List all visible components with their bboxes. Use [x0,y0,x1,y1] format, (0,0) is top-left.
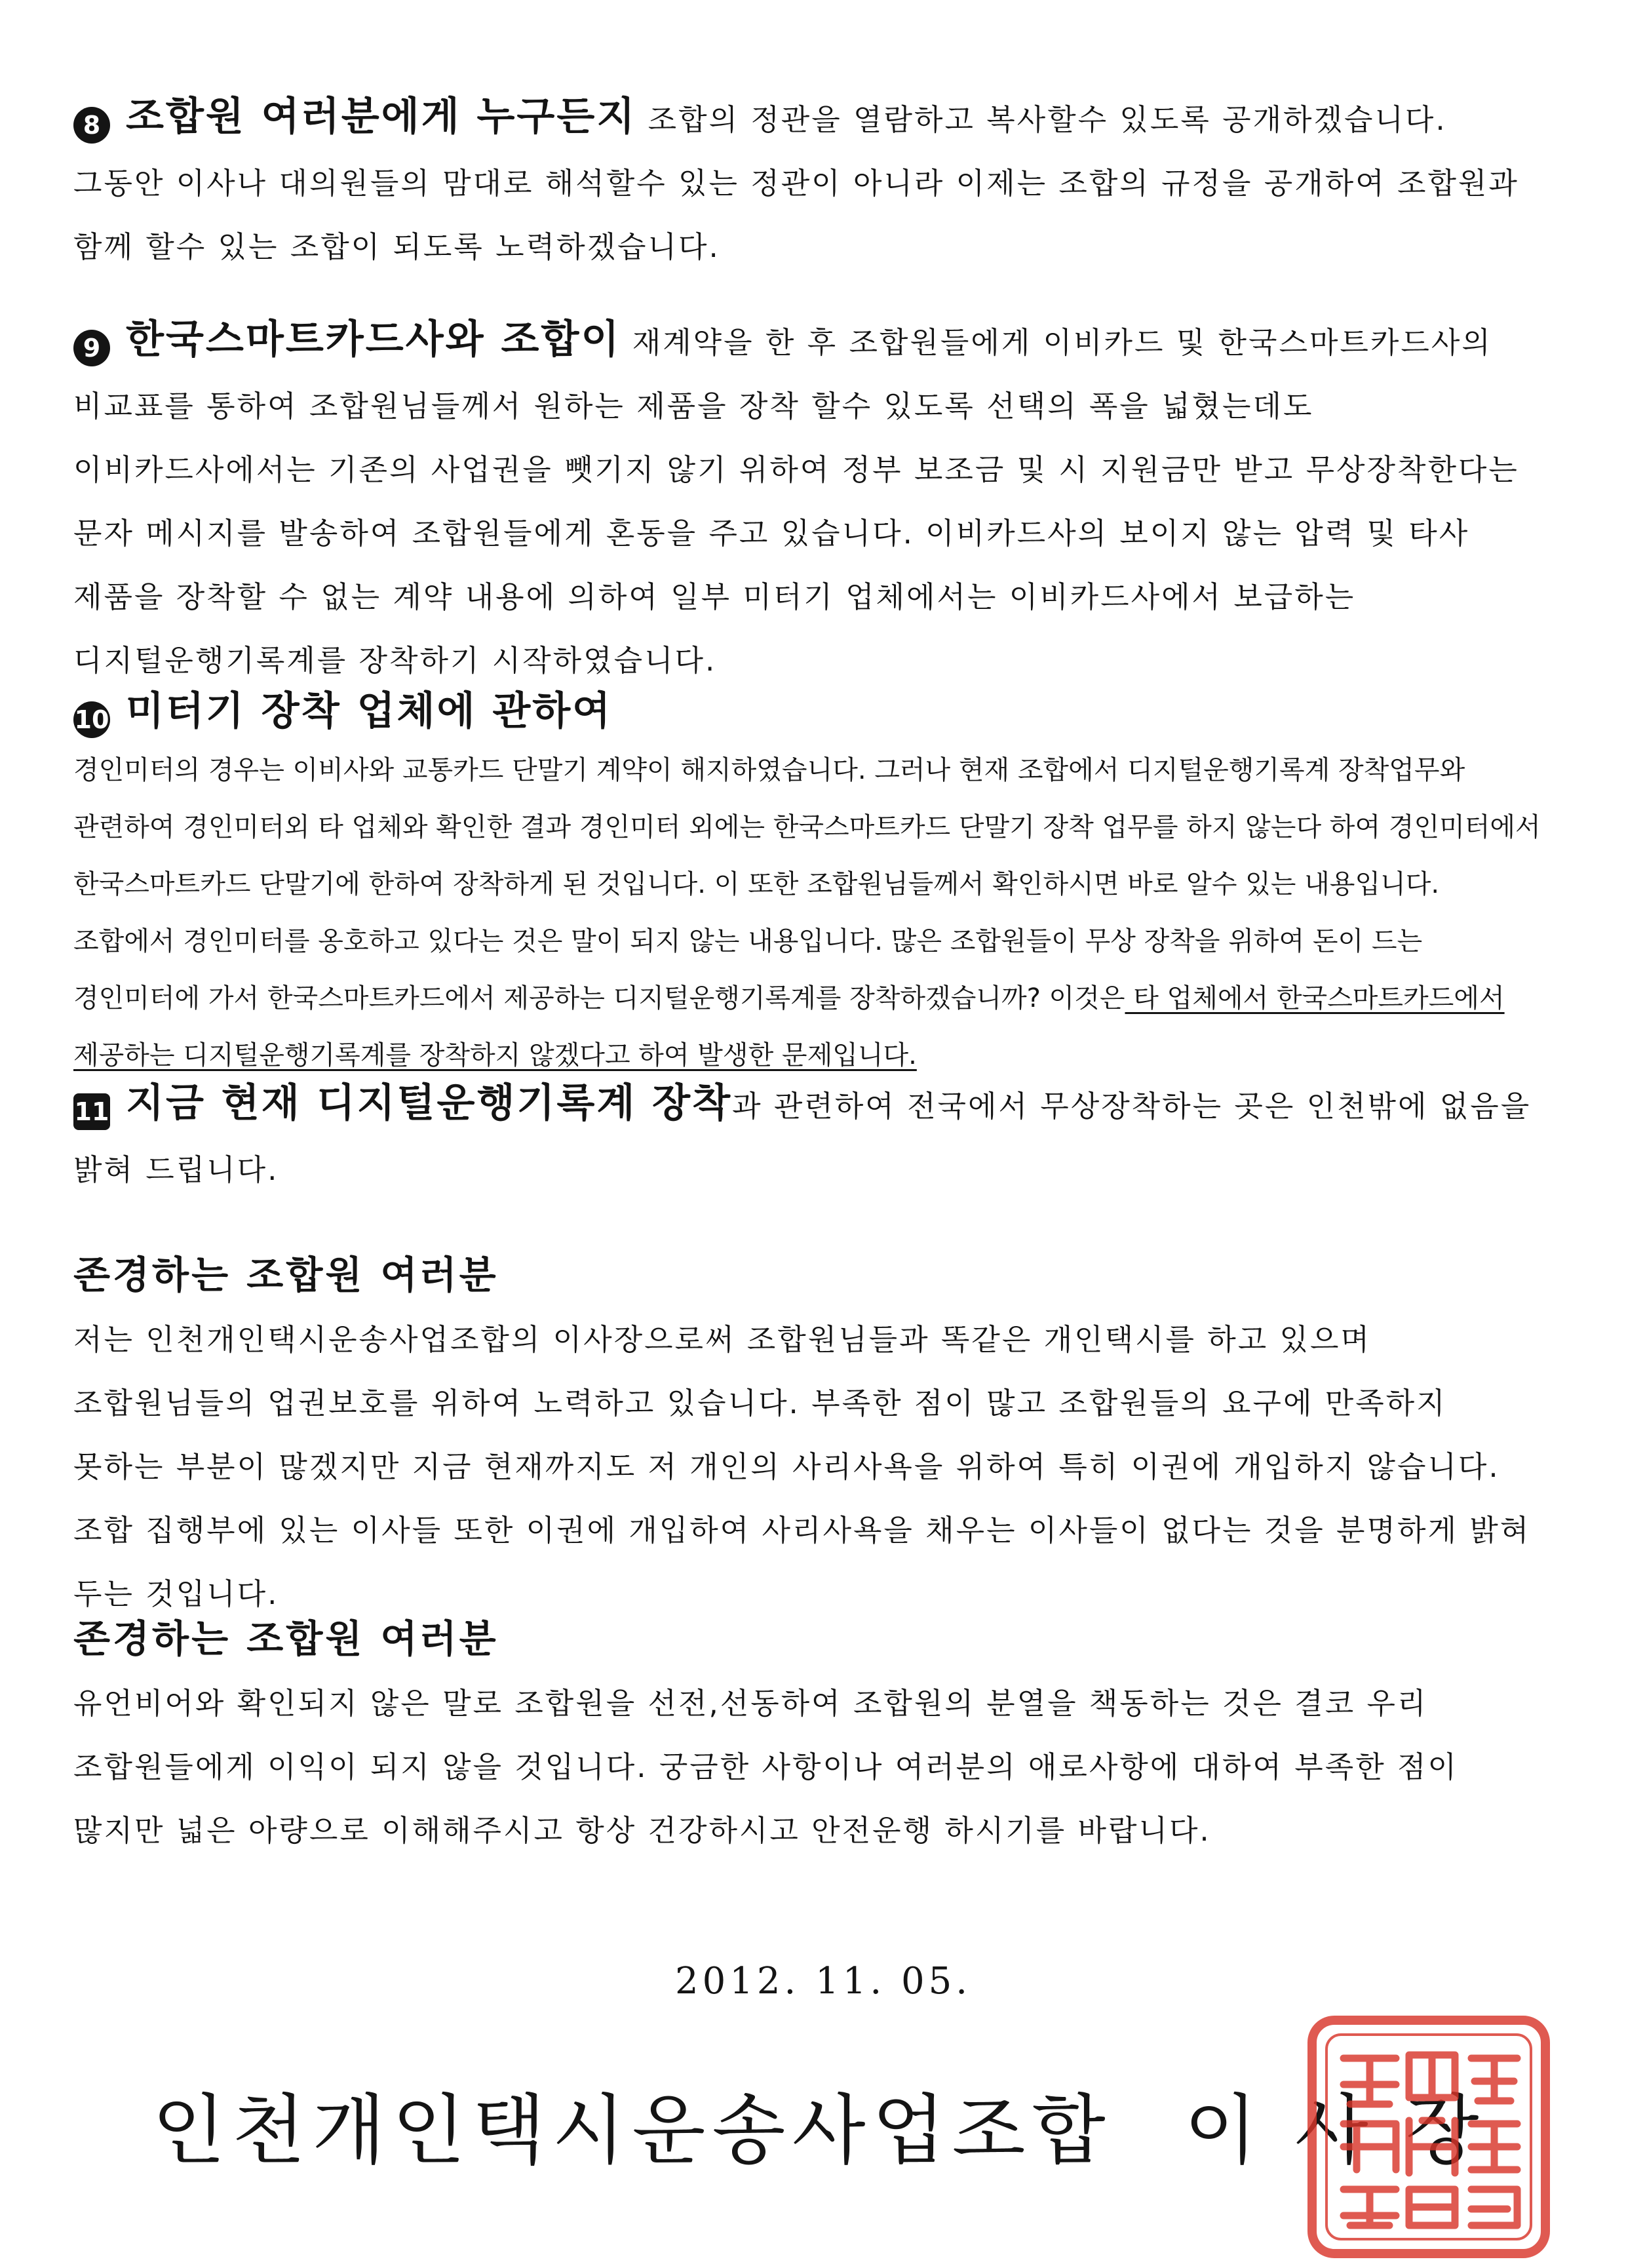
circled-number-8: 8 [73,107,110,144]
greeting-2 [73,1613,1541,1862]
signature-organization: 인천개인택시운송사업조합 [152,2086,1112,2175]
section-10-paragraph [73,742,1541,1084]
section-10 [73,685,1541,1084]
section-9-heading: 한국스마트카드사와 조합이 [126,317,621,362]
circled-number-10: 10 [73,701,110,738]
official-seal-stamp [1298,2006,1560,2268]
greeting-2-body: 유언비어와 확인되지 않은 말로 조합원을 선전,선동하여 조합원의 분열을 책동하는 것은 결코 우리 조합원들에게 이익이 되지 않을 것입니다. 궁금한 사항이나 여러분의 애로사항에 대하여 부족한 점이 많지만 넓은 아량으로 이해해주시고 항상 건강하시고 안전운행 하시기를 바랍니다. [73,1686,1458,1848]
section-8-body: 조합의 정관을 열람하고 복사할수 있도록 공개하겠습니다. 그동안 이사나 대의원들의 맘대로 해석할수 있는 정관이 아니라 이제는 조합의 규정을 공개하여 조합원과 함께 할수 있는 조합이 되도록 노력하겠습니다. [73,102,1519,264]
greeting-1 [73,1249,1541,1626]
section-8-paragraph [73,85,1541,279]
boxed-number-11: 11 [73,1093,110,1130]
section-8 [73,85,1541,279]
section-9-paragraph [73,308,1541,692]
section-10-body: 경인미터의 경우는 이비사와 교통카드 단말기 계약이 해지하였습니다. 그러나 현재 조합에서 디지털운행기록계 장착업무와 관련하여 경인미터외 타 업체와 확인한 결과 경인미터 외에는 한국스마트카드 단말기 장착 업무를 하지 않는다 하여 경인미터에서 한국스마트카드 단말기에 한하여 장착하게 된 것입니다. 이 또한 조합원님들께서 확인하시면 바로 알수 있는 내용입니다. 조합에서 경인미터를 옹호하고 있다는 것은 말이 되지 않는 내용입니다. 많은 조합원들이 무상 장착을 위하여 돈이 드는 경인미터에 가서 한국스마트카드에서 제공하는 디지털운행기록계를 장착하겠습니까? 이것은 [73,755,1541,1013]
section-10-heading-row [73,685,1541,738]
circled-number-9: 9 [73,330,110,366]
section-8-heading: 조합원 여러분에게 누구든지 [126,94,637,140]
signature-title: 이 사 장 [1184,2086,1486,2175]
section-11 [73,1072,1541,1202]
document-date: 2012. 11. 05. [675,1960,972,2003]
section-11-body: 과 관련하여 전국에서 무상장착하는 곳은 인천밖에 없음을 밝혀 드립니다. [73,1089,1532,1187]
section-9-body: 재계약을 한 후 조합원들에게 이비카드 및 한국스마트카드사의 비교표를 통하여 조합원님들께서 원하는 제품을 장착 할수 있도록 선택의 폭을 넓혔는데도 이비카드사에서는 기존의 사업권을 뺏기지 않기 위하여 정부 보조금 및 시 지원금만 받고 무상장착한다는 문자 메시지를 발송하여 조합원들에게 혼동을 주고 있습니다. 이비카드사의 보이지 않는 압력 및 타사 제품을 장착할 수 없는 계약 내용에 의하여 일부 미터기 업체에서는 이비카드사에서 보급하는 디지털운행기록계를 장착하기 시작하였습니다. [73,325,1519,678]
greeting-1-title: 존경하는 조합원 여러분 [73,1253,499,1297]
section-11-paragraph [73,1072,1541,1202]
section-10-heading: 미터기 장착 업체에 관하여 [126,688,613,734]
greeting-1-body: 저는 인천개인택시운송사업조합의 이사장으로써 조합원님들과 똑같은 개인택시를 하고 있으며 조합원님들의 업권보호를 위하여 노력하고 있습니다. 부족한 점이 많고 조합원들의 요구에 만족하지 못하는 부분이 많겠지만 지금 현재까지도 저 개인의 사리사욕을 위하여 특히 이권에 개입하지 않습니다. 조합 집행부에 있는 이사들 또한 이권에 개입하여 사리사욕을 채우는 이사들이 없다는 것을 분명하게 밝혀 두는 것입니다. [73,1322,1531,1611]
section-11-heading: 지금 현재 디지털운행기록계 장착 [126,1080,733,1126]
greeting-2-title: 존경하는 조합원 여러분 [73,1616,499,1661]
section-9 [73,308,1541,692]
section-10-underlined: 타 업체에서 한국스마트카드에서 제공하는 디지털운행기록계를 장착하지 않겠다고 하여 발생한 문제입니다. [73,983,1505,1070]
